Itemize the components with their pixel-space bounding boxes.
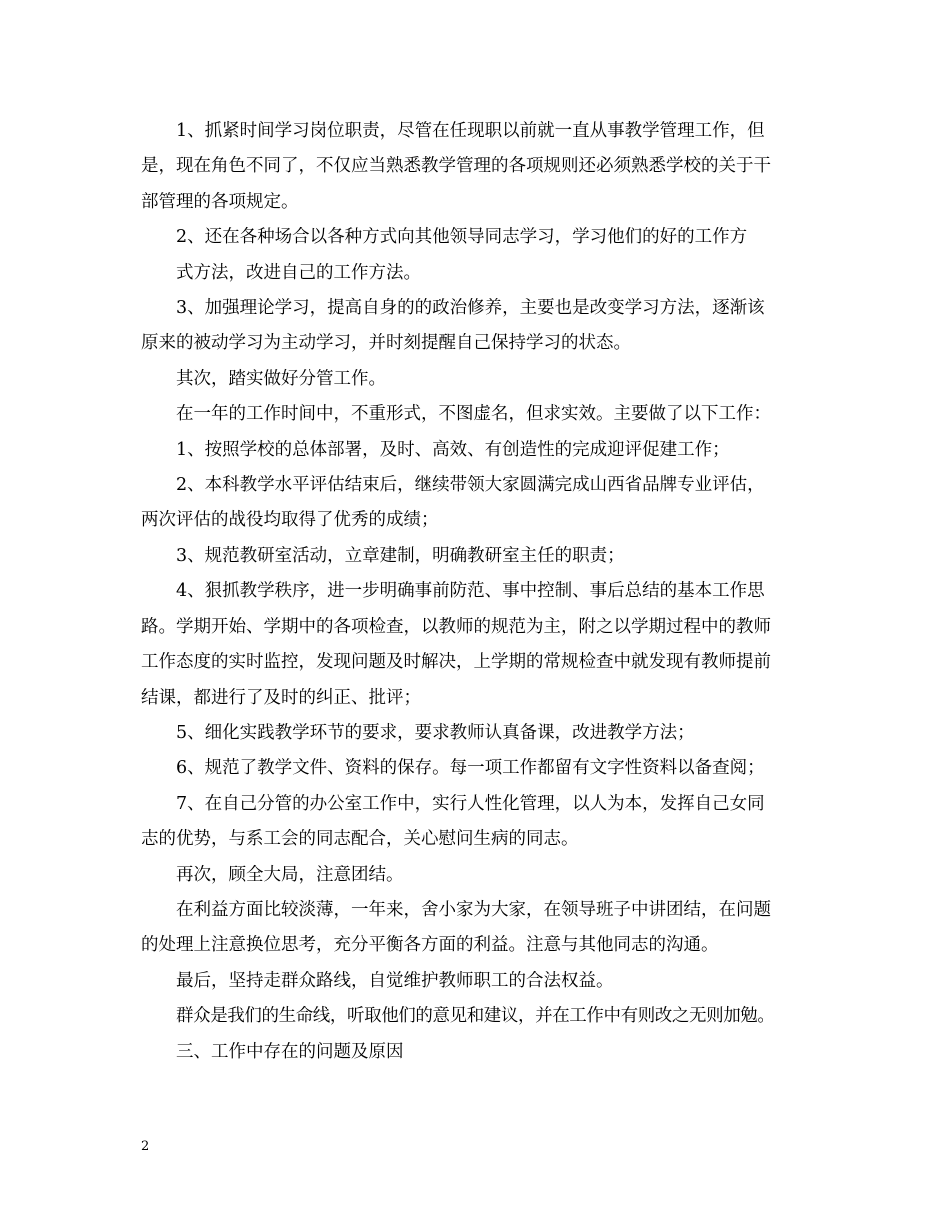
- paragraph: [141, 291, 821, 362]
- text-line: 结课，都进行了及时的纠正、批评；: [141, 687, 421, 708]
- text-line: 部管理的各项规定。: [141, 191, 299, 212]
- text-line: 3、加强理论学习，提高自身的的政治修养，主要也是改变学习方法，逐渐该: [176, 298, 765, 319]
- paragraph: [141, 574, 821, 716]
- text-line: 是，现在角色不同了，不仅应当熟悉教学管理的各项规则还必须熟悉学校的关于干: [141, 156, 771, 177]
- text-line: 2、还在各种场合以各种方式向其他领导同志学习，学习他们的好的工作方: [176, 227, 748, 248]
- paragraph: [141, 716, 821, 751]
- paragraph: [141, 220, 821, 291]
- text-line: 1、按照学校的总体部署，及时、高效、有创造性的完成迎评促建工作；: [176, 439, 730, 460]
- text-line: 群众是我们的生命线，听取他们的意见和建议，并在工作中有则改之无则加勉。: [176, 1006, 775, 1027]
- paragraph: [141, 539, 821, 574]
- text-line: 6、规范了教学文件、资料的保存。每一项工作都留有文字性资料以备查阅；: [176, 758, 765, 779]
- text-line: 在利益方面比较淡薄，一年来，舍小家为大家，在领导班子中讲团结，在问题: [176, 899, 771, 920]
- text-line: 式方法，改进自己的工作方法。: [176, 262, 421, 283]
- page-number: 2: [141, 1139, 150, 1154]
- paragraph: [141, 362, 821, 397]
- text-line: 工作态度的实时监控，发现问题及时解决，上学期的常规检查中就发现有教师提前: [141, 652, 771, 673]
- document-body: [141, 114, 821, 1070]
- section-heading: 三、工作中存在的问题及原因: [176, 1041, 404, 1062]
- text-line: 最后，坚持走群众路线，自觉维护教师职工的合法权益。: [176, 970, 614, 991]
- paragraph: [141, 964, 821, 999]
- paragraph: [141, 397, 821, 432]
- paragraph: [141, 1035, 821, 1070]
- paragraph: [141, 787, 821, 858]
- paragraph: [141, 114, 821, 220]
- paragraph: [141, 468, 821, 539]
- paragraph: [141, 858, 821, 893]
- text-line: 4、狠抓教学秩序，进一步明确事前防范、事中控制、事后总结的基本工作思: [176, 581, 765, 602]
- text-line: 的处理上注意换位思考，充分平衡各方面的利益。注意与其他同志的沟通。: [141, 935, 719, 956]
- text-line: 2、本科教学水平评估结束后，继续带领大家圆满完成山西省品牌专业评估，: [176, 475, 765, 496]
- text-line: 1、抓紧时间学习岗位职责，尽管在任现职以前就一直从事教学管理工作，但: [176, 121, 765, 141]
- text-line: 两次评估的战役均取得了优秀的成绩；: [141, 510, 439, 531]
- text-line: 7、在自己分管的办公室工作中，实行人性化管理，以人为本，发挥自己女同: [176, 793, 765, 814]
- paragraph: [141, 751, 821, 786]
- paragraph: [141, 893, 821, 964]
- text-line: 5、细化实践教学环节的要求，要求教师认真备课，改进教学方法；: [176, 722, 695, 743]
- text-line: 3、规范教研室活动，立章建制，明确教研室主任的职责；: [176, 545, 625, 566]
- paragraph: [141, 433, 821, 468]
- text-line: 在一年的工作时间中，不重形式，不图虚名，但求实效。主要做了以下工作：: [176, 404, 771, 425]
- text-line: 再次，顾全大局，注意团结。: [176, 864, 404, 885]
- text-line: 原来的被动学习为主动学习，并时刻提醒自己保持学习的状态。: [141, 333, 631, 354]
- text-line: 路。学期开始、学期中的各项检查，以教师的规范为主，附之以学期过程中的教师: [141, 616, 771, 637]
- paragraph: [141, 999, 821, 1034]
- text-line: 其次，踏实做好分管工作。: [176, 368, 386, 389]
- text-line: 志的优势，与系工会的同志配合，关心慰问生病的同志。: [141, 829, 579, 850]
